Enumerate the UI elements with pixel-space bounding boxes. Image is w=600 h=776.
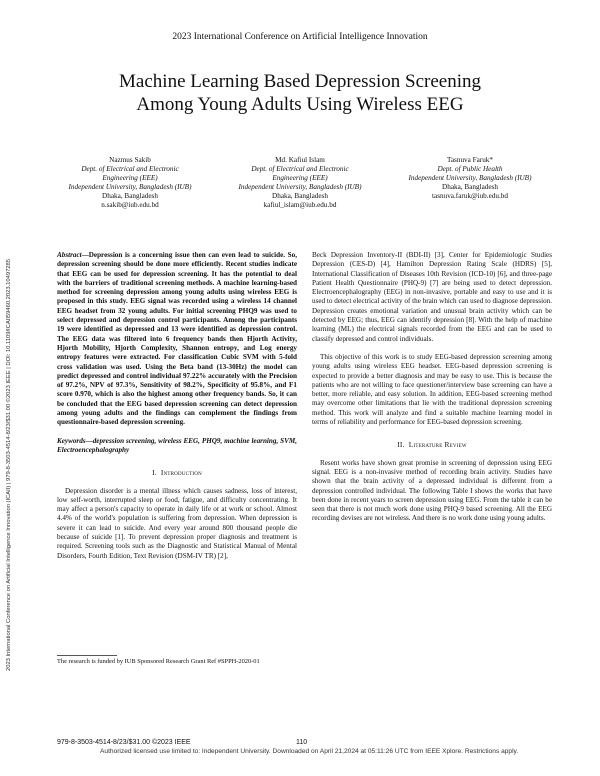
intro-continued-paragraph: Beck Depression Inventory-II (BDI-II) [3], Center for Epidemiologic Studies Depression (CES-D) [4], Hamilton Depression Rating Scale (HDRS) [5], International Classification of Diseases 10th Revision (ICD-10) [6], and three-page Patient Health Questionnaire (PHQ-9) [7] are being used to detect depression. Electroencephalography (EEG) in non-invasive, portable and easy to use and it is used to detect electrical activity of the brain which can used to diagnose depression. Depression creates emotional variation and unusual brain activity which can be detected by EEG; thus, EEG can identify depression [8]. With the help of machine learning (ML) the electrical signals recorded from the EEG and can be used to classify depressed and control individuals. (312, 251, 552, 343)
left-column (57, 251, 297, 561)
author-block (46, 156, 554, 210)
author-dept: Dept. of Electrical and Electronic (251, 165, 349, 173)
download-notice: Authorized licensed use limited to: Independent University. Downloaded on April 21,2024 at 05:11:26 UTC from IEEE Xplore. Restrictions apply. (100, 748, 519, 755)
page-number: 110 (296, 739, 308, 746)
author-city: Dhaka, Bangladesh (272, 192, 328, 200)
author-name: Tasnuva Faruk* (446, 156, 493, 164)
abstract-text: —Depression is a concerning issue then can even lead to suicide. So, depression screening should be done more efficiently. Recent studies indicate that EEG can be used for depression screening. It has the potential to deal with the barriers of traditional screening methods. A machine learning-based method for screening depression among young adults using wireless EEG is proposed in this study. EEG signal was recorded using a wireless 14 channel EEG headset from 32 young adults. For initial screening PHQ9 was used to select depressed and depression control participants. Among the participants 19 were identified as depressed and 13 were identified as depression control. The EEG data was filtered into 6 frequency bands then Hjorth Activity, Hjorth Mobility, Hjorth Complexity, Shannon entropy, and Log energy entropy features were extracted. For classification Cubic SVM with 5-fold cross validation was used. Using the Beta band (13-30Hz) the model can predict depressed and control individual 97.22% accurately with the Precision of 97.2%, NPV of 97.3%, Sensitivity of 98.2%, Specificity of 95.8%, and F1 score 0.970, which is also the highest among other frequency bands. So, it can be concluded that the EEG based depression screening can detect depression among young adults and the findings can complement the findings from questionnaire-based depression screening. (57, 251, 297, 427)
author-email[interactable]: kafiul_islam@iub.edu.bd (263, 201, 337, 209)
author-institution: Independent University, Bangladesh (IUB) (408, 174, 532, 182)
section-title: Introduction (160, 468, 202, 478)
author-dept: Engineering (EEE) (272, 174, 328, 182)
objective-paragraph: This objective of this work is to study EEG-based depression screening among young adults using wireless EEG headset. EEG-based depression screening is expected to provide a better diagnosis and may be easy to use. This is because the patients who are not willing to face questioner/interview base screening can have a better, more reliable, and easy solution. In addition, EEG-based screening method may overcome other limitations that lie with the traditional depression screening method. This work will analyze and find a suitable machine learning model in terms of reliability and performance for EEG-based depression screening. (312, 352, 552, 427)
right-column (312, 251, 552, 524)
author-3 (386, 156, 554, 210)
abstract (57, 251, 297, 428)
abstract-label: Abstract (57, 251, 82, 259)
author-dept: Dept. of Electrical and Electronic (81, 165, 179, 173)
author-city: Dhaka, Bangladesh (102, 192, 158, 200)
section-numeral: I. (152, 468, 157, 478)
section-numeral: II. (397, 440, 405, 450)
author-dept: Engineering (EEE) (102, 174, 158, 182)
footnote-divider (57, 655, 117, 656)
paper-title (40, 70, 560, 116)
keywords: Keywords—depression screening, wireless EEG, PHQ9, machine learning, SVM, Electroencephalography (57, 436, 297, 454)
section-heading-literature-review (312, 440, 552, 449)
author-email[interactable]: tasnuva.faruk@iub.edu.bd (432, 192, 508, 200)
title-line-2: Among Young Adults Using Wireless EEG (136, 94, 464, 115)
introduction-paragraph: Depression disorder is a mental illness which causes sadness, loss of interest, low self-worth, interrupted sleep or food, fatigue, and difficulty concentrating. It may affect a person's capacity to operate in daily life or at work or school. Almost 4.4% of the world's population is suffering from depression. When depression is severe it can lead to suicide. And every year around 800 thousand people die because of suicide [1]. To prevent depression proper diagnosis and treatment is required. Screening tools such as the Diagnostic and Statistical Manual of Mental Disorders, Fourth Edition, Text Revision (DSM-IV TR) [2], (57, 486, 297, 560)
author-institution: Independent University, Bangladesh (IUB) (238, 183, 362, 191)
author-dept: Dept. of Public Health (437, 165, 503, 173)
funding-footnote: The research is funded by IUB Sponsored Research Grant Ref #SPPH-2020-01 (57, 658, 260, 665)
section-heading-introduction (57, 468, 297, 477)
author-name: Nazmus Sakib (109, 156, 151, 164)
author-2 (216, 156, 384, 210)
author-name: Md. Kafiul Islam (275, 156, 325, 164)
title-line-1: Machine Learning Based Depression Screening (119, 71, 481, 92)
sidebar-doi-identifier: 2023 International Conference on Artificial Intelligence Innovation (ICAII) | 979-8-3503-4514-8/23/$31.00 ©2023 IEEE | DOI: 10.1109/ICAII59460.2023.10497285 (6, 259, 12, 671)
section-title: Literature Review (408, 440, 467, 450)
author-email[interactable]: n.sakib@iub.edu.bd (101, 201, 159, 209)
conference-header: 2023 International Conference on Artificial Intelligence Innovation (172, 32, 428, 42)
footer-isbn: 979-8-3503-4514-8/23/$31.00 ©2023 IEEE (57, 739, 191, 746)
author-institution: Independent University, Bangladesh (IUB) (68, 183, 192, 191)
literature-review-paragraph: Resent works have shown great promise in screening of depression using EEG signal. EEG is a non-invasive method of recording brain activity. Studies have shown that the brain activity of a depressed individual is different from a depression controlled individual. The following Table I shows the works that have been done in recent years to screen depression using EEG. From the table it can be seen that there is not much work done using PHQ-9 based screening. All the EEG recording devises are not wireless. And there is no work done using young adults. (312, 458, 552, 523)
author-1 (46, 156, 214, 210)
author-city: Dhaka, Bangladesh (442, 183, 498, 191)
